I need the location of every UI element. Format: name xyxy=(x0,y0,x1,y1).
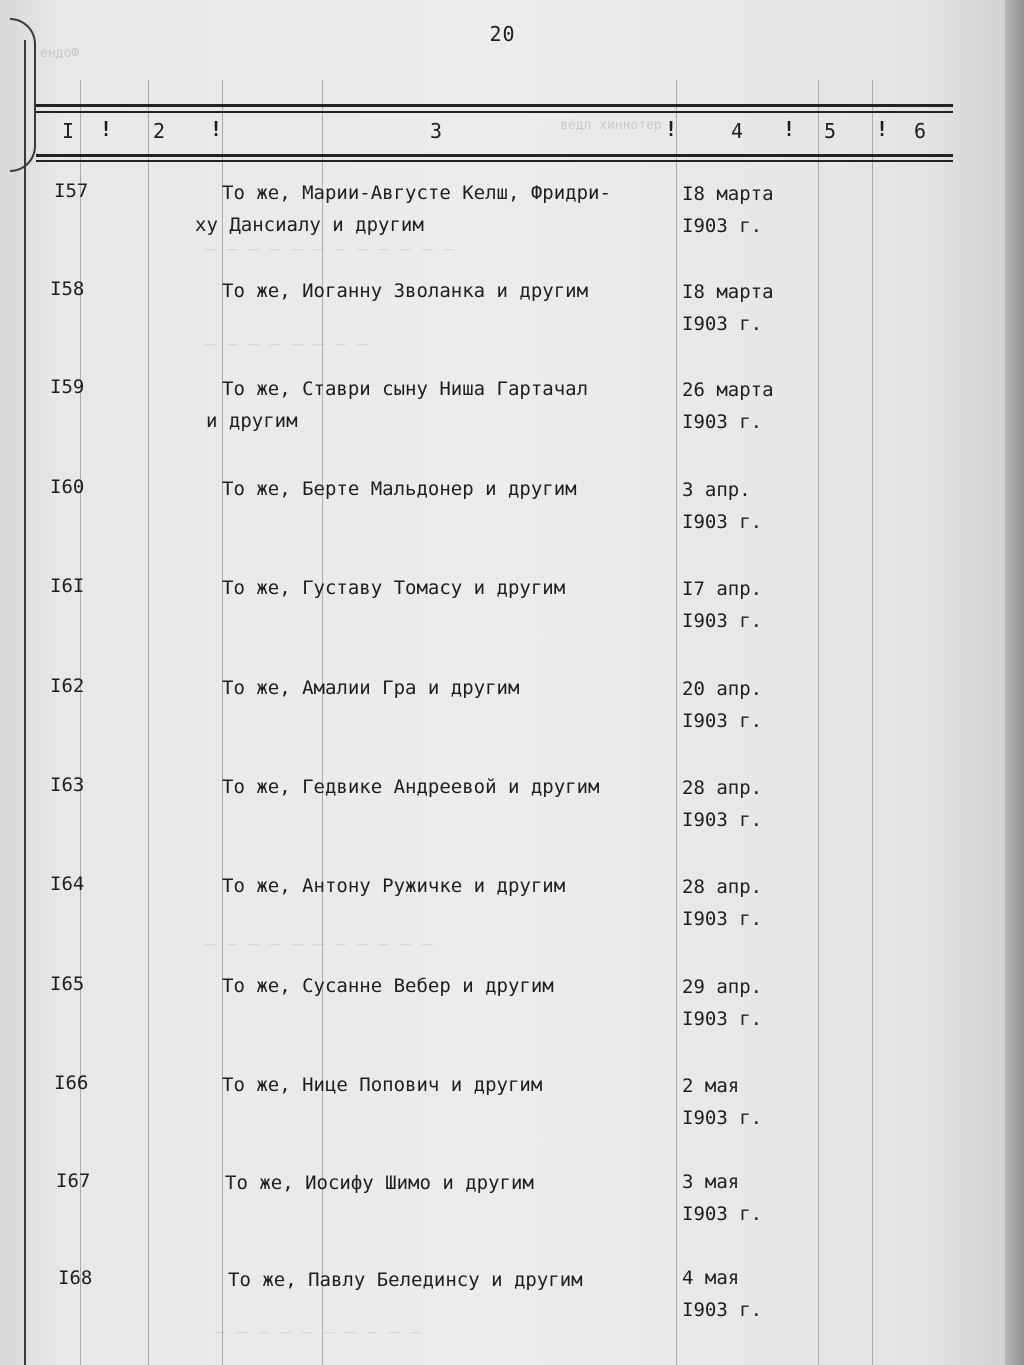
entry-date-day: 4 мая xyxy=(682,1267,740,1289)
entry-date-day: I8 марта xyxy=(682,281,774,303)
bleed-through-mark: ведл хиннотер xyxy=(560,118,662,133)
header-separator: ! xyxy=(210,117,223,141)
entry-date-year: I903 г. xyxy=(682,313,763,335)
entry-date-day: 20 апр. xyxy=(682,678,763,700)
entry-description-line: То же, Ставри сыну Ниша Гартачал xyxy=(222,378,589,400)
entry-date-day: 28 апр. xyxy=(682,777,763,799)
bleed-through-mark: _ _ _ _ _ _ _ _ _ _ _ _ xyxy=(205,230,455,251)
entry-description-line: То же, Павлу Белединсу и другим xyxy=(228,1269,583,1291)
entry-description-line: То же, Гедвике Андреевой и другим xyxy=(222,776,600,798)
bleed-through-mark: ендоФ xyxy=(40,46,80,61)
entry-date-day: 2 мая xyxy=(682,1075,740,1097)
entry-description-line: То же, Иоганну Зволанка и другим xyxy=(222,280,589,302)
entry-description-line: и другим xyxy=(206,410,298,432)
entry-number: I59 xyxy=(50,376,85,398)
entry-number: I68 xyxy=(58,1267,93,1289)
header-separator: ! xyxy=(100,117,113,141)
header-col-3: 3 xyxy=(430,119,443,143)
bleed-through-mark: _ _ _ _ _ _ _ _ _ _ xyxy=(215,1313,421,1334)
entry-date-year: I903 г. xyxy=(682,1299,763,1321)
entry-number: I58 xyxy=(50,278,85,300)
entry-date-year: I903 г. xyxy=(682,1203,763,1225)
entry-description-line: То же, Нице Попович и другим xyxy=(222,1074,543,1096)
entry-number: I64 xyxy=(50,873,85,895)
entry-description-line: То же, Густаву Томасу и другим xyxy=(222,577,566,599)
entry-date-day: I8 марта xyxy=(682,183,774,205)
bleed-through-mark: _ _ _ _ _ _ _ _ _ _ _ xyxy=(205,925,433,946)
column-divider xyxy=(818,80,819,1365)
bleed-through-mark: _ _ _ _ _ _ _ _ xyxy=(205,325,368,346)
entry-date-year: I903 г. xyxy=(682,710,763,732)
entry-description-line: То же, Амалии Гра и другим xyxy=(222,677,520,699)
header-separator: ! xyxy=(783,117,796,141)
entry-description-line: То же, Марии-Августе Келш, Фридри- xyxy=(222,182,611,204)
page-number: 20 xyxy=(489,22,516,46)
entry-number: I57 xyxy=(54,180,89,202)
entry-date-day: 28 апр. xyxy=(682,876,763,898)
entry-description-line: То же, Берте Мальдонер и другим xyxy=(222,478,577,500)
entry-date-year: I903 г. xyxy=(682,908,763,930)
header-col-6: 6 xyxy=(914,119,927,143)
entry-description-line: То же, Антону Ружичке и другим xyxy=(222,875,566,897)
entry-date-day: 3 апр. xyxy=(682,479,751,501)
entry-date-day: 3 мая xyxy=(682,1171,740,1193)
entry-date-year: I903 г. xyxy=(682,215,763,237)
column-divider xyxy=(222,80,223,1365)
entry-number: I67 xyxy=(56,1170,91,1192)
header-separator: ! xyxy=(876,117,889,141)
entry-date-day: 26 марта xyxy=(682,379,774,401)
entry-number: I6I xyxy=(50,575,85,597)
entry-date-year: I903 г. xyxy=(682,1008,763,1030)
entry-description-line: То же, Иосифу Шимо и другим xyxy=(225,1172,534,1194)
entry-number: I60 xyxy=(50,476,85,498)
column-divider xyxy=(676,80,677,1365)
entry-date-day: I7 апр. xyxy=(682,578,763,600)
header-separator: ! xyxy=(665,117,678,141)
entry-date-year: I903 г. xyxy=(682,1107,763,1129)
header-rule-bottom xyxy=(36,154,953,157)
entry-number: I65 xyxy=(50,973,85,995)
entry-date-day: 29 апр. xyxy=(682,976,763,998)
header-col-1: I xyxy=(62,119,75,143)
binding-margin-line xyxy=(24,40,26,1365)
page-edge-shadow xyxy=(1005,0,1024,1365)
entry-date-year: I903 г. xyxy=(682,610,763,632)
entry-description-line: То же, Сусанне Вебер и другим xyxy=(222,975,554,997)
header-col-2: 2 xyxy=(153,119,166,143)
header-rule-top xyxy=(36,104,953,107)
entry-description-line: ху Дансиалу и другим xyxy=(195,214,424,236)
header-col-4: 4 xyxy=(731,119,744,143)
entry-date-year: I903 г. xyxy=(682,809,763,831)
header-col-5: 5 xyxy=(824,119,837,143)
entry-date-year: I903 г. xyxy=(682,511,763,533)
header-rule-bottom-inner xyxy=(36,160,953,162)
entry-number: I66 xyxy=(54,1072,89,1094)
column-divider xyxy=(148,80,149,1365)
header-rule-top-inner xyxy=(36,111,953,113)
entry-date-year: I903 г. xyxy=(682,411,763,433)
entry-number: I62 xyxy=(50,675,85,697)
entry-number: I63 xyxy=(50,774,85,796)
column-divider xyxy=(872,80,873,1365)
